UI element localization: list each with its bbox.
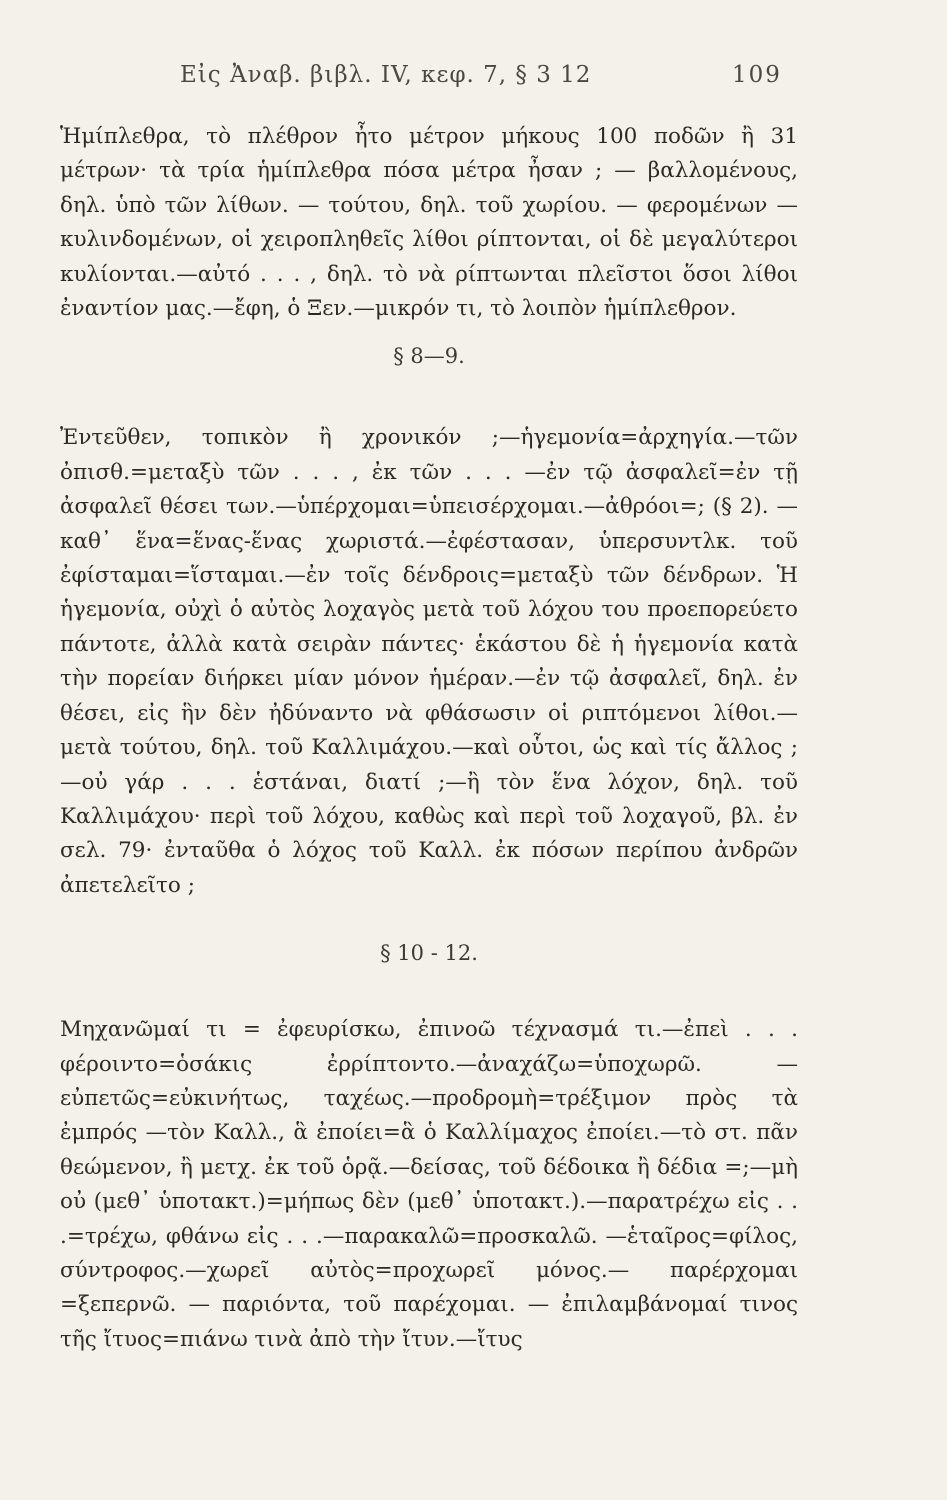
running-head: Εἰς Ἀναβ. βιβλ. IV, κεφ. 7, § 3 12 (180, 62, 592, 88)
paragraph-commentary-3: Μηχανῶμαί τι = ἐφευρίσκω, ἐπινοῶ τέχνασμά τι.—ἐπεὶ . . . φέροιντο=ὁσάκις ἐρρίπτοντο.—ἀναχάζω=ὑποχωρῶ. — εὐπετῶς=εὐκινήτως, ταχέως.—προδρομὴ=τρέξιμον πρὸς τὰ ἐμπρός —τὸν Καλλ., ἃ ἐποίει=ἃ ὁ Καλλίμαχος ἐποίει.—τὸ στ. πᾶν θεώμενον, ἢ μετχ. ἐκ τοῦ ὁρᾷ.—δείσας, τοῦ δέδοικα ἢ δέδια =;—μὴ οὐ (μεθ᾽ ὑποτακτ.)=μήπως δὲν (μεθ᾽ ὑποτακτ.).—παρατρέχω εἰς . . .=τρέχω, φθάνω εἰς . . .—παρακαλῶ=προσκαλῶ. —ἑταῖρος=φίλος, σύντροφος.—χωρεῖ αὐτὸς=προχωρεῖ μόνος.— παρέρχομαι =ξεπερνῶ. — παριόντα, τοῦ παρέχομαι. — ἐπιλαμβάνομαί τινος τῆς ἴτυος=πιάνω τινὰ ἀπὸ τὴν ἴτυν.—ἴτυς (60, 1017, 798, 1352)
section-heading-10-12: § 10 - 12. (380, 941, 478, 966)
page-number: 109 (732, 62, 782, 88)
paragraph-commentary-2: Ἐντεῦθεν, τοπικὸν ἢ χρονικόν ;—ἡγεμονία=ἀρχηγία.—τῶν ὀπισθ.=μεταξὺ τῶν . . . , ἐκ τῶν . . . —ἐν τῷ ἀσφαλεῖ=ἐν τῇ ἀσφαλεῖ θέσει των.—ὑπέρχομαι=ὑπεισέρχομαι.—ἀθρόοι=; (§ 2). —καθ᾽ ἕνα=ἕνας-ἕνας χωριστά.—ἐφέστασαν, ὑπερσυντλκ. τοῦ ἐφίσταμαι=ἵσταμαι.—ἐν τοῖς δένδροις=μεταξὺ τῶν δένδρων. Ἡ ἡγεμονία, οὐχὶ ὁ αὐτὸς λοχαγὸς μετὰ τοῦ λόχου του προεπορεύετο πάντοτε, ἀλλὰ κατὰ σειρὰν πάντες· ἑκάστου δὲ ἡ ἡγεμονία κατὰ τὴν πορείαν διήρκει μίαν μόνον ἡμέραν.—ἐν τῷ ἀσφαλεῖ, δηλ. ἐν θέσει, εἰς ἣν δὲν ἠδύναντο νὰ φθάσωσιν οἱ ριπτόμενοι λίθοι.—μετὰ τούτου, δηλ. τοῦ Καλλιμάχου.—καὶ οὗτοι, ὡς καὶ τίς ἄλλος ;—οὐ γάρ . . . ἑστάναι, διατί ;—ἢ τὸν ἕνα λόχον, δηλ. τοῦ Καλλιμάχου· περὶ τοῦ λόχου, καθὼς καὶ περὶ τοῦ λοχαγοῦ, βλ. ἐν σελ. 79· ἐνταῦθα ὁ λόχος τοῦ Καλλ. ἐκ πόσων περίπου ἀνδρῶν ἀπετελεῖτο ; (60, 425, 798, 898)
paragraph-commentary-1: Ἡμίπλεθρα, τὸ πλέθρον ἦτο μέτρον μήκους 100 ποδῶν ἢ 31 μέτρων· τὰ τρία ἡμίπλεθρα πόσα μέτρα ἦσαν ; — βαλλομένους, δηλ. ὑπὸ τῶν λίθων. — τούτου, δηλ. τοῦ χωρίου. — φερομένων — κυλινδομένων, οἱ χειροπληθεῖς λίθοι ρίπτονται, οἱ δὲ μεγαλύτεροι κυλίονται.—αὐτό . . . , δηλ. τὸ νὰ ρίπτωνται πλεῖστοι ὅσοι λίθοι ἐναντίον μας.—ἔφη, ὁ Ξεν.—μικρόν τι, τὸ λοιπὸν ἡμίπλεθρον. (60, 124, 798, 322)
body-text (60, 120, 798, 1357)
page-header (0, 62, 947, 96)
section-heading-8-9: § 8—9. (393, 344, 465, 369)
